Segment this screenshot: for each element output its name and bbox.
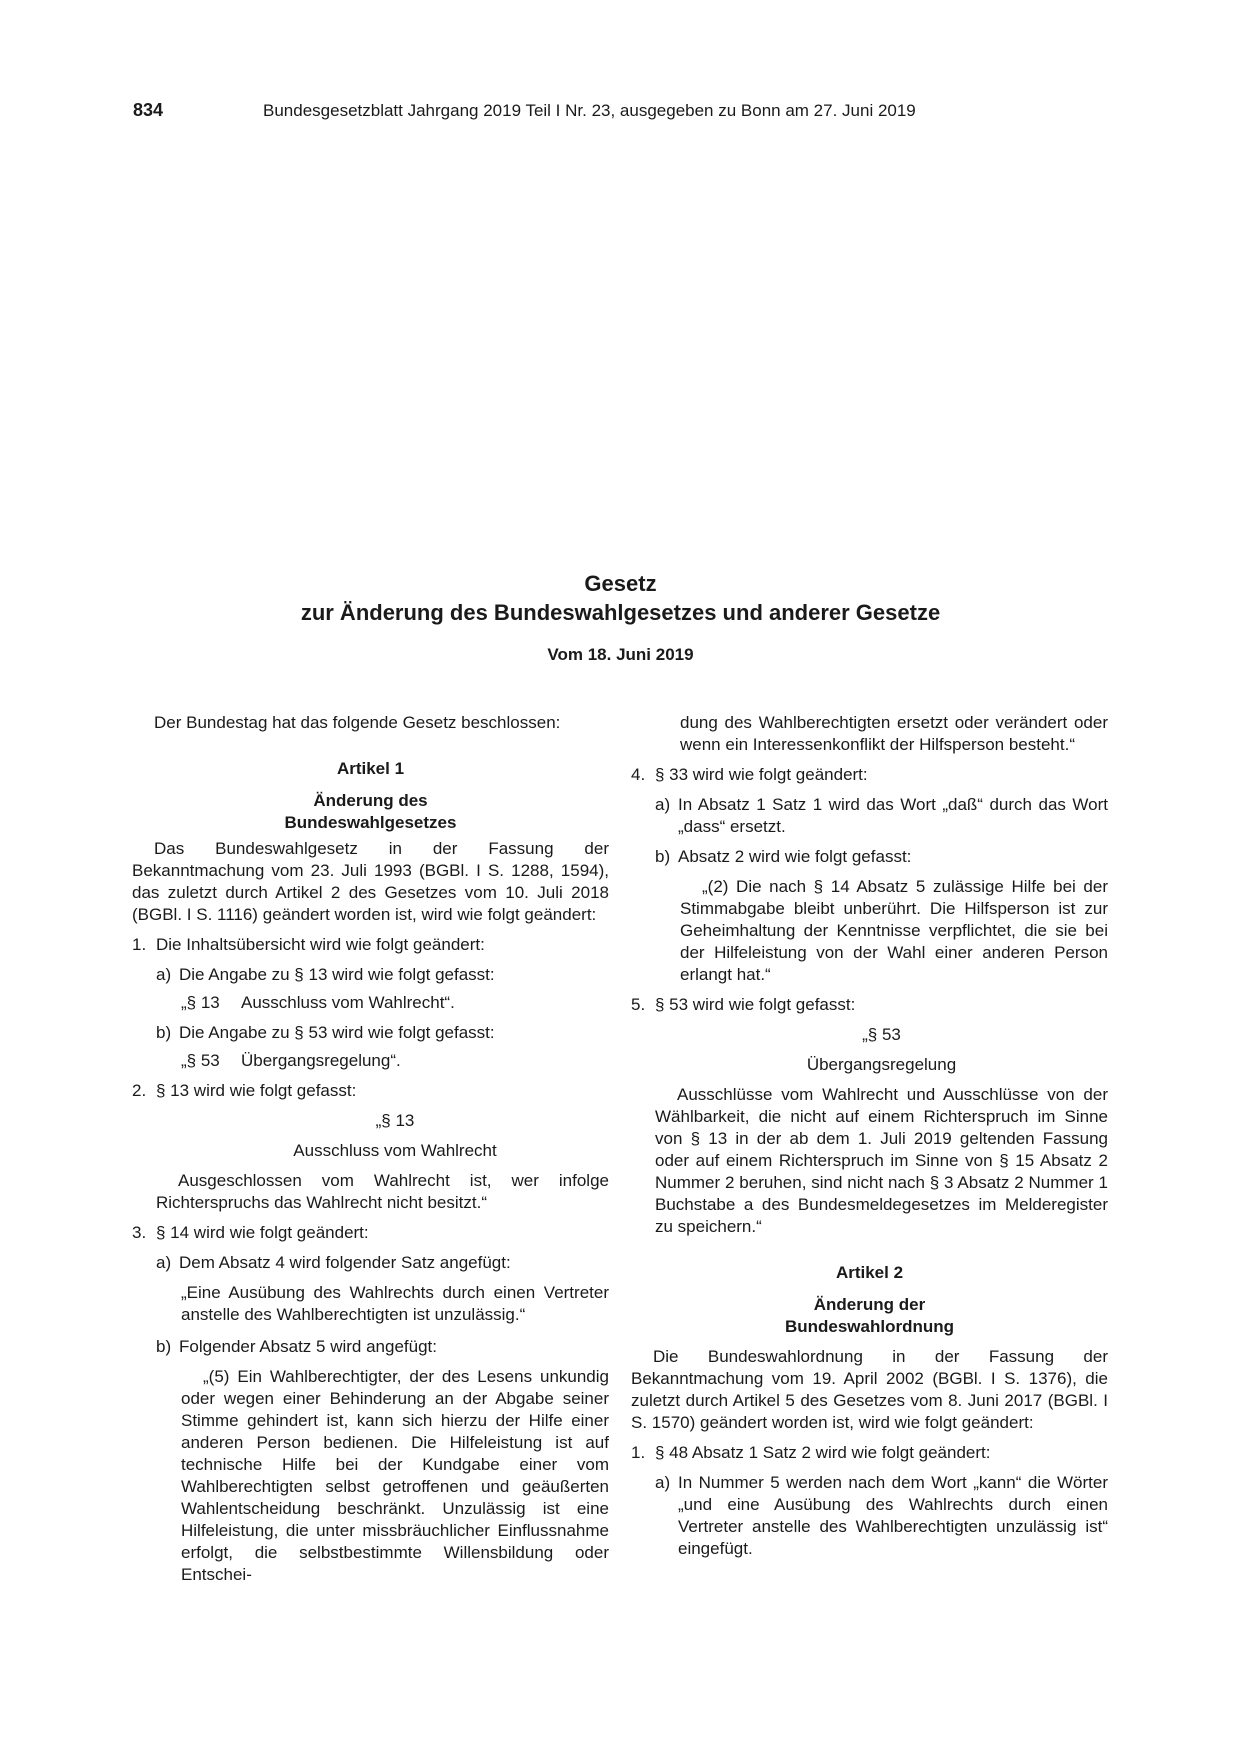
section-number: „§ 13 xyxy=(375,1111,415,1130)
section-title: Übergangsregelung xyxy=(806,1055,957,1074)
quoted-label: „§ 13 xyxy=(181,993,220,1012)
section-number: „§ 53 xyxy=(862,1025,901,1044)
section-body: Ausschlüsse vom Wahlrecht und Ausschlüsse von der Wählbarkeit, die nicht auf einem Richterspruch im Sinne von § 13 in der ab dem 1. Juli 2019 geltenden Fassung oder auf einem Richterspruch im Sinne von § 15 Absatz 2 Nummer 2 beruhen, sind nicht nach § 3 Absatz 2 Nummer 1 Buchstabe a des Bundesmeldegesetzes im Melderegister zu speichern.“ xyxy=(655,1085,1108,1236)
item-letter: b) xyxy=(655,847,671,866)
item-text: § 48 Absatz 1 Satz 2 wird wie folgt geändert: xyxy=(655,1443,991,1462)
item-number: 2. xyxy=(132,1081,147,1100)
item-text: Absatz 2 wird wie folgt gefasst: xyxy=(678,847,912,866)
list-item xyxy=(631,846,1108,868)
item-text: Die Angabe zu § 13 wird wie folgt gefasst: xyxy=(179,965,495,984)
quoted-paragraph: „(2) Die nach § 14 Absatz 5 zulässige Hilfe bei der Stimmabgabe bleibt unberührt. Die Hilfsperson ist zur Geheimhaltung der Kenntnisse verpflichtet, die sie bei der Hilfeleistung von der Wahl einer anderen Person erlangt hat.“ xyxy=(680,877,1108,984)
item-text: § 14 wird wie folgt geändert: xyxy=(156,1223,369,1242)
article-2-heading: Artikel 2 xyxy=(835,1263,904,1282)
list-item xyxy=(132,1080,609,1102)
list-item xyxy=(631,764,1108,786)
list-item xyxy=(132,964,609,986)
item-text: Die Angabe zu § 53 wird wie folgt gefasst: xyxy=(179,1023,495,1042)
left-column xyxy=(132,712,609,1586)
list-item xyxy=(132,1022,609,1044)
item-text: Folgender Absatz 5 wird angefügt: xyxy=(179,1337,437,1356)
item-text: § 33 wird wie folgt geändert: xyxy=(655,765,868,784)
item-number: 5. xyxy=(631,995,646,1014)
quoted-text: Übergangsregelung“. xyxy=(241,1051,401,1070)
item-text: In Nummer 5 werden nach dem Wort „kann“ die Wörter „und eine Ausübung des Wahlrechts durch einen Vertreter anstelle des Wahlberechtigten unzulässig ist“ eingefügt. xyxy=(678,1473,1108,1558)
list-item xyxy=(631,794,1108,838)
article-1-heading: Artikel 1 xyxy=(336,759,405,778)
item-text: In Absatz 1 Satz 1 wird das Wort „daß“ durch das Wort „dass“ ersetzt. xyxy=(678,795,1108,836)
item-text: Die Inhaltsübersicht wird wie folgt geändert: xyxy=(156,935,485,954)
item-letter: b) xyxy=(156,1023,172,1042)
item-number: 1. xyxy=(631,1443,646,1462)
section-title: Ausschluss vom Wahlrecht xyxy=(293,1141,497,1160)
page-number: 834 xyxy=(133,100,164,120)
item-letter: b) xyxy=(156,1337,172,1356)
law-date: Vom 18. Juni 2019 xyxy=(547,645,694,664)
list-item xyxy=(631,1442,1108,1464)
list-item xyxy=(132,1252,609,1274)
article-2-subtitle-1: Änderung der xyxy=(813,1295,926,1314)
quoted-entry xyxy=(132,992,609,1014)
right-column xyxy=(631,712,1108,1560)
item-number: 1. xyxy=(132,935,147,954)
quoted-paragraph: „(5) Ein Wahlberechtigter, der des Lesens unkundig oder wegen einer Behinderung an der Abgabe seiner Stimme gehindert ist, kann sich hierzu der Hilfe einer anderen Person bedienen. Die Hilfeleistung ist auf technische Hilfe bei der Kundgabe einer vom Wahlberechtigten selbst getroffenen und geäußerten Wahlentscheidung beschränkt. Unzulässig ist eine Hilfeleistung, die unter missbräuchlicher Einflussnahme erfolgt, die selbstbestimmte Willensbildung oder Entschei- xyxy=(181,1367,609,1584)
title-line-1: Gesetz xyxy=(584,571,657,596)
item-letter: a) xyxy=(156,965,172,984)
item-text: Dem Absatz 4 wird folgender Satz angefügt: xyxy=(179,1253,511,1272)
list-item xyxy=(132,934,609,956)
list-item xyxy=(631,1472,1108,1560)
article-2-body: Die Bundeswahlordnung in der Fassung der Bekanntmachung vom 19. April 2002 (BGBl. I S. 1376), die zuletzt durch Artikel 5 des Gesetzes vom 8. Juni 2017 (BGBl. I S. 1570) geändert worden ist, wird wie folgt geändert: xyxy=(631,1347,1108,1432)
quoted-sentence: „Eine Ausübung des Wahlrechts durch einen Vertreter anstelle des Wahlberechtigten ist unzulässig.“ xyxy=(181,1283,609,1324)
law-title xyxy=(0,569,1241,627)
section-body: Ausgeschlossen vom Wahlrecht ist, wer infolge Richterspruchs das Wahlrecht nicht besitzt.“ xyxy=(156,1171,609,1212)
article-1-subtitle-1: Änderung des xyxy=(313,791,428,810)
item-letter: a) xyxy=(655,795,671,814)
article-2-subtitle-2: Bundeswahlordnung xyxy=(784,1317,955,1336)
item-number: 3. xyxy=(132,1223,147,1242)
list-item xyxy=(631,994,1108,1016)
list-item xyxy=(132,1222,609,1244)
list-item xyxy=(132,1336,609,1358)
quoted-label: „§ 53 xyxy=(181,1051,220,1070)
item-letter: a) xyxy=(156,1253,172,1272)
running-title: Bundesgesetzblatt Jahrgang 2019 Teil I Nr. 23, ausgegeben zu Bonn am 27. Juni 2019 xyxy=(263,101,916,120)
article-1-body: Das Bundeswahlgesetz in der Fassung der Bekanntmachung vom 23. Juli 1993 (BGBl. I S. 1288, 1594), das zuletzt durch Artikel 2 des Gesetzes vom 10. Juli 2018 (BGBl. I S. 1116) geändert worden ist, wird wie folgt geändert: xyxy=(132,839,609,924)
title-line-2: zur Änderung des Bundeswahlgesetzes und anderer Gesetze xyxy=(300,600,941,625)
quoted-entry xyxy=(132,1050,609,1072)
quoted-paragraph-continued: dung des Wahlberechtigten ersetzt oder verändert oder wenn ein Interessenkonflikt der Hilfsperson besteht.“ xyxy=(680,713,1108,754)
article-1-subtitle-2: Bundeswahlgesetzes xyxy=(284,813,457,832)
enactment-formula: Der Bundestag hat das folgende Gesetz beschlossen: xyxy=(154,713,561,732)
quoted-text: Ausschluss vom Wahlrecht“. xyxy=(241,993,455,1012)
item-text: § 13 wird wie folgt gefasst: xyxy=(156,1081,357,1100)
item-text: § 53 wird wie folgt gefasst: xyxy=(655,995,856,1014)
item-number: 4. xyxy=(631,765,646,784)
item-letter: a) xyxy=(655,1473,671,1492)
